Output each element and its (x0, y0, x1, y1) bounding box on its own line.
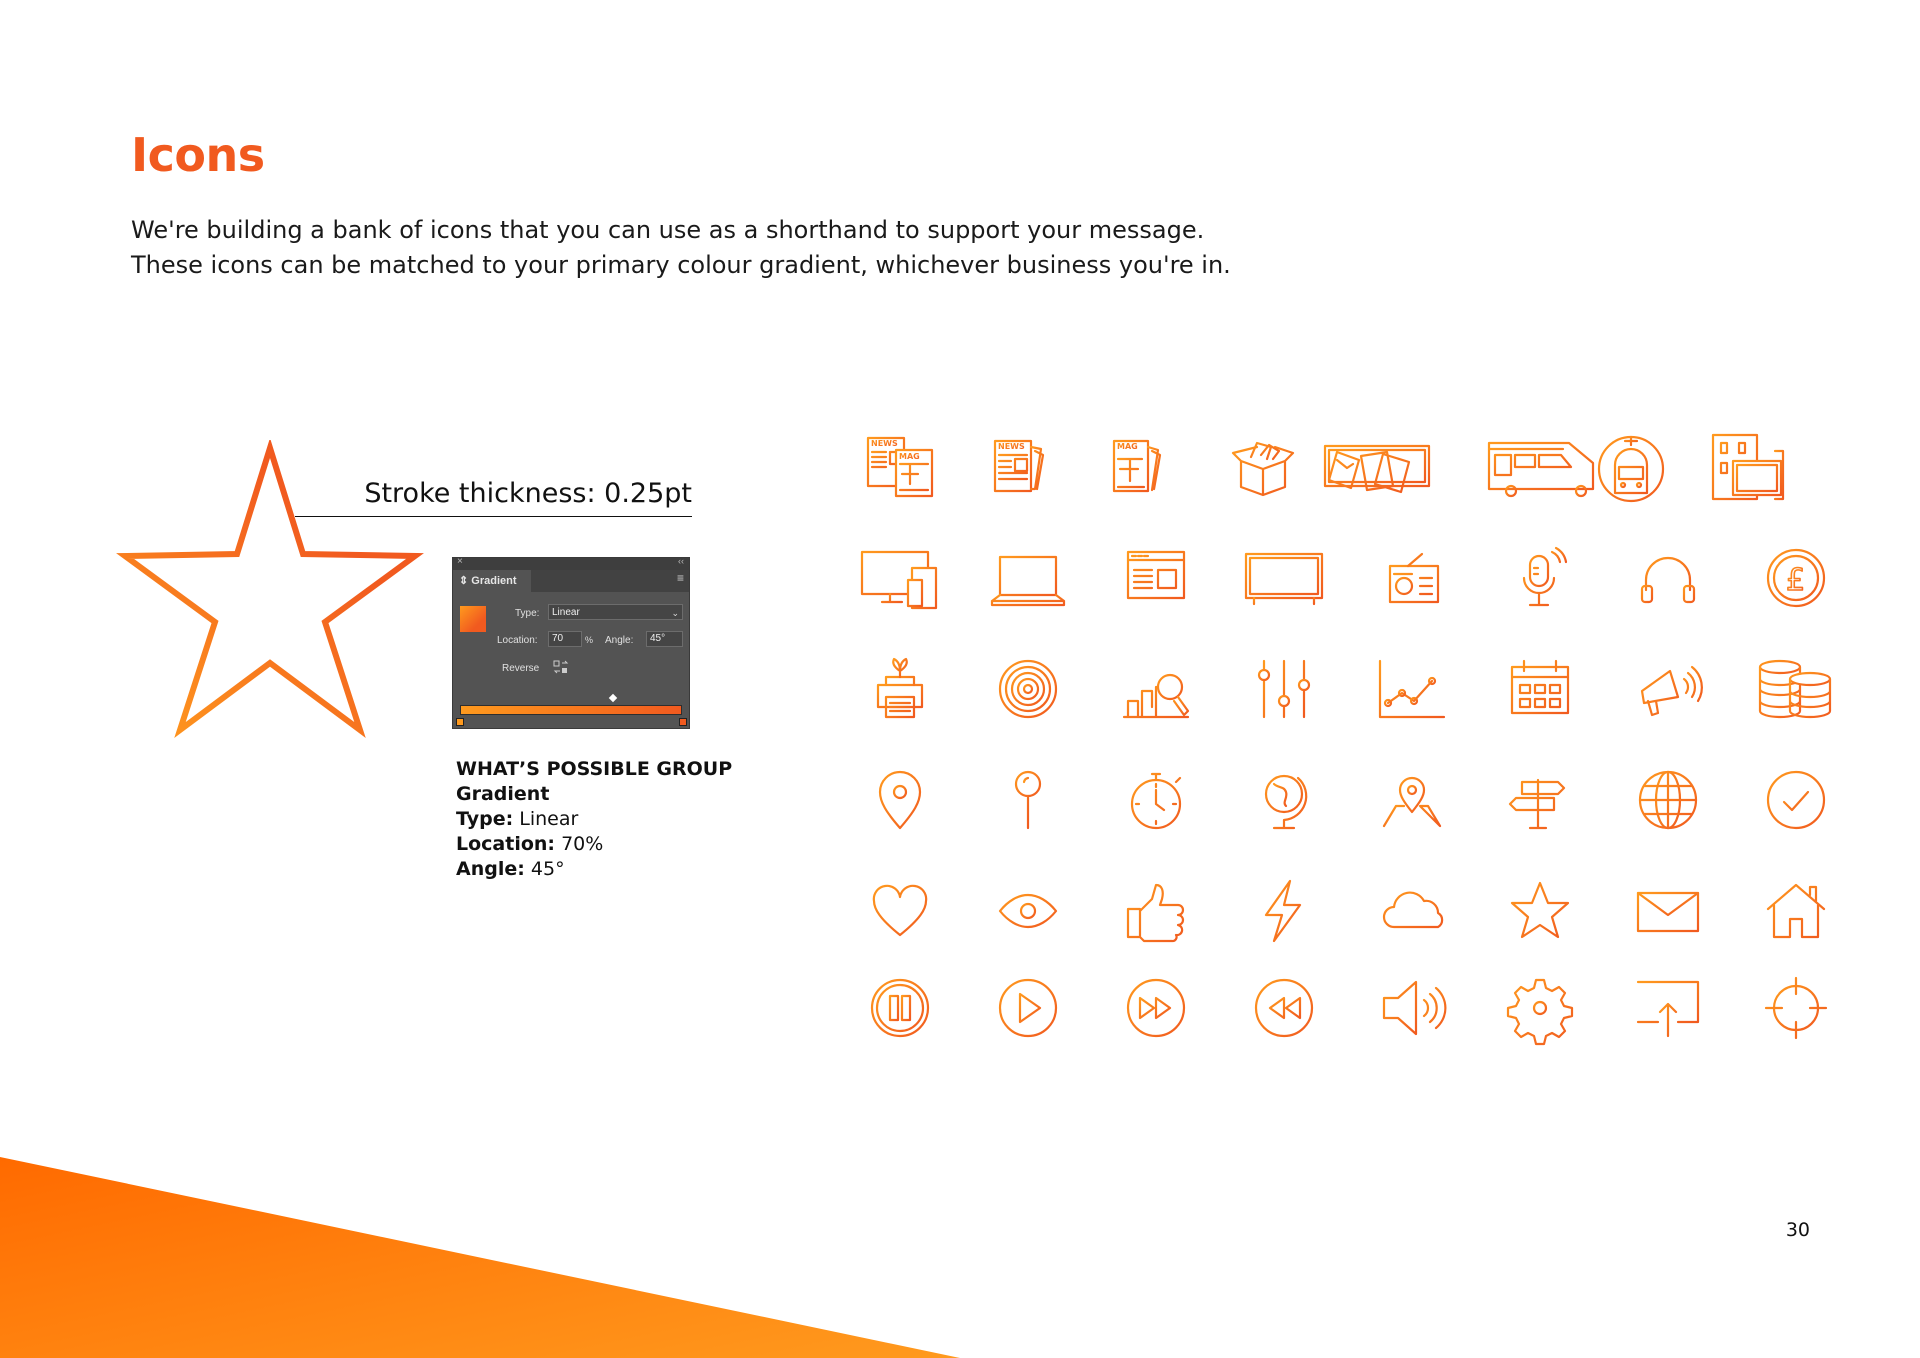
stroke-thickness-label: Stroke thickness: 0.25pt (364, 478, 692, 509)
gradient-stop-start[interactable] (456, 718, 464, 726)
map-location-icon (1352, 753, 1472, 847)
page-number: 30 (1785, 1219, 1810, 1241)
panel-tab-row (531, 570, 689, 592)
building-screen-icon (1689, 420, 1809, 514)
svg-text:MAG: MAG (899, 452, 920, 461)
svg-text:NEWS: NEWS (998, 442, 1025, 451)
gear-icon (1480, 961, 1600, 1055)
photo-collage-icon (1318, 420, 1438, 514)
type-select-value: Linear (552, 607, 580, 618)
spec-angle-value: 45° (530, 858, 565, 880)
chevron-down-icon: ⌄ (671, 608, 679, 618)
svg-text:NEWS: NEWS (871, 439, 898, 448)
coin-stack-icon (1736, 642, 1856, 736)
spec-type-value: Linear (519, 808, 579, 830)
world-globe-icon (1608, 753, 1728, 847)
pause-icon (840, 961, 960, 1055)
pound-coin-icon (1736, 531, 1856, 625)
type-select[interactable] (548, 604, 683, 620)
fast-forward-icon (1096, 961, 1216, 1055)
play-icon (968, 961, 1088, 1055)
microphone-icon (1480, 531, 1600, 625)
cloud-icon (1352, 864, 1472, 958)
spec-location-key: Location: (456, 833, 556, 855)
gradient-spec-block (456, 757, 732, 882)
upload-screen-icon (1608, 961, 1728, 1055)
target-icon (968, 642, 1088, 736)
spec-type-key: Type: (456, 808, 514, 830)
tab-gradient[interactable]: ⇕ Gradient (455, 570, 531, 592)
type-label: Type: (515, 608, 540, 619)
panel-menu-icon[interactable]: ≡ (676, 571, 684, 585)
newspaper-stack-icon (961, 420, 1081, 514)
star-icon (1480, 864, 1600, 958)
stopwatch-icon (1096, 753, 1216, 847)
calendar-icon (1480, 642, 1600, 736)
spec-subheading: Gradient (456, 783, 550, 805)
bar-chart-search-icon (1096, 642, 1216, 736)
gradient-swatch[interactable] (460, 606, 486, 632)
signpost-icon (1480, 753, 1600, 847)
magazine-stack-icon (1080, 420, 1200, 514)
map-pin-icon (968, 753, 1088, 847)
stroke-label-underline (295, 516, 692, 517)
gradient-stop-end[interactable] (679, 718, 687, 726)
thumbs-up-icon (1096, 864, 1216, 958)
panel-close-icon[interactable]: × (457, 556, 463, 567)
speaker-icon (1352, 961, 1472, 1055)
angle-label: Angle: (605, 635, 634, 646)
location-input[interactable]: 70 (548, 631, 582, 647)
page-title: Icons (131, 128, 265, 182)
headphones-icon (1608, 531, 1728, 625)
globe-stand-icon (1224, 753, 1344, 847)
megaphone-icon (1608, 642, 1728, 736)
sliders-icon (1224, 642, 1344, 736)
envelope-icon (1608, 864, 1728, 958)
laptop-icon (968, 531, 1088, 625)
orange-corner-wedge (0, 1157, 960, 1358)
reverse-gradient-icon[interactable] (553, 660, 569, 679)
reverse-label: Reverse (502, 663, 540, 674)
location-percent-sign: % (585, 635, 594, 645)
gradient-slider-bar[interactable] (460, 705, 682, 715)
location-label: Location: (497, 635, 538, 646)
spec-type-row (456, 807, 732, 832)
spec-angle-key: Angle: (456, 858, 525, 880)
spec-location-row (456, 832, 732, 857)
spec-angle-row (456, 857, 732, 882)
svg-text:MAG: MAG (1117, 442, 1138, 451)
intro-text-line-1: We're building a bank of icons that you can use as a shorthand to support your message. (131, 216, 1205, 244)
eye-icon (968, 864, 1088, 958)
bus-train-icon (1480, 420, 1670, 514)
gradient-panel (452, 557, 690, 729)
line-graph-icon (1352, 642, 1472, 736)
home-icon (1736, 864, 1856, 958)
panel-collapse-icon[interactable]: ‹‹ (678, 556, 684, 566)
intro-text-line-2: These icons can be matched to your primary colour gradient, whichever business you're in. (131, 251, 1231, 279)
lightning-icon (1224, 864, 1344, 958)
printer-plant-icon (840, 642, 960, 736)
newspaper-magazine-icon (842, 420, 962, 514)
tab-gradient-label: Gradient (471, 575, 517, 587)
rewind-icon (1224, 961, 1344, 1055)
spec-heading: WHAT’S POSSIBLE GROUP (456, 758, 733, 780)
open-box-icon (1199, 420, 1319, 514)
location-pin-icon (840, 753, 960, 847)
panel-title-bar (453, 558, 689, 570)
multi-device-icon (840, 531, 960, 625)
svg-text:£: £ (1786, 563, 1806, 598)
crosshair-icon (1736, 961, 1856, 1055)
gradient-midpoint-handle[interactable] (609, 694, 617, 702)
checkmark-circle-icon (1736, 753, 1856, 847)
spec-location-value: 70% (561, 833, 604, 855)
angle-input[interactable]: 45° (646, 631, 683, 647)
browser-window-icon (1096, 531, 1216, 625)
heart-icon (840, 864, 960, 958)
radio-icon (1352, 531, 1472, 625)
tv-screen-icon (1224, 531, 1344, 625)
